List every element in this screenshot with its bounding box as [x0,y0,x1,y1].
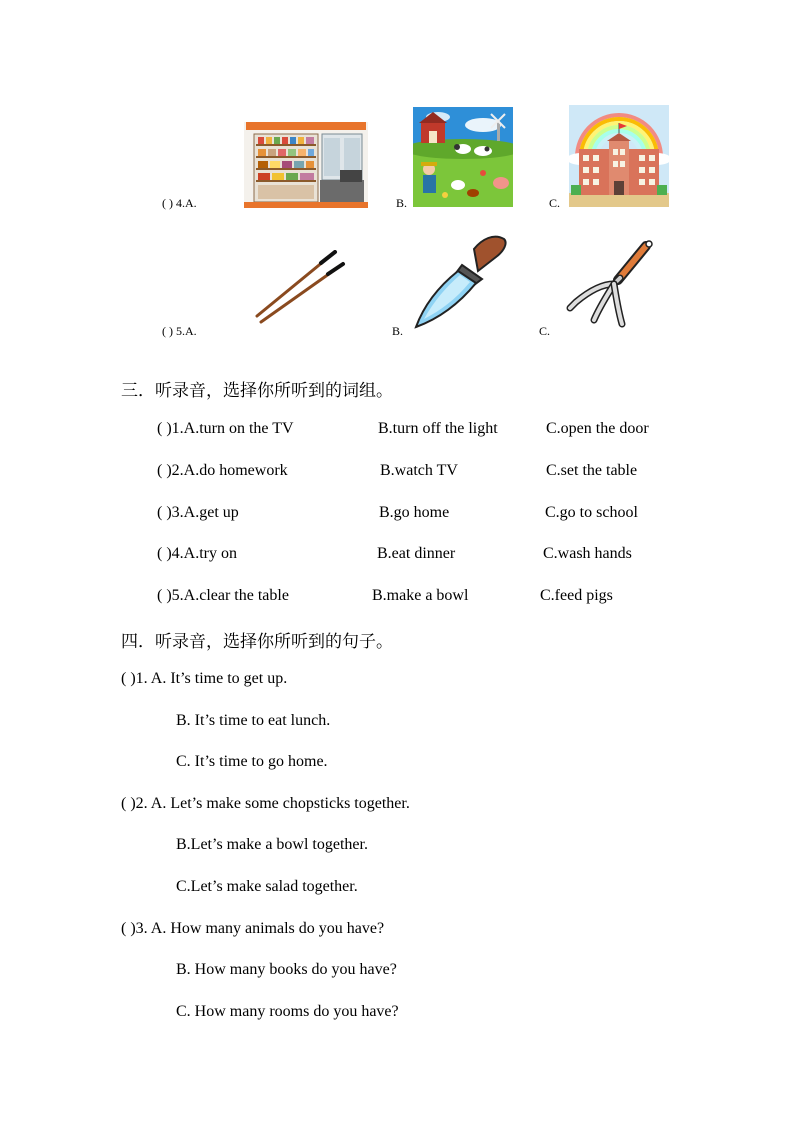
s4-q3-option-b: B. How many books do you have? [176,961,397,978]
garden-fork-picture [566,236,658,330]
section3-heading: 三．听录音，选择你所听到的词组。 [121,381,393,401]
s4-q2-option-c: C.Let’s make salad together. [176,878,358,895]
s4-q3-option-c: C. How many rooms do you have? [176,1003,399,1020]
q5-option-b: B. [392,324,404,338]
s4-q2-option-b: B.Let’s make a bowl together. [176,836,368,853]
s3-q4-option-b: B.eat dinner [377,545,456,562]
farm-picture [413,107,513,207]
q5-option-c: C. [539,324,551,338]
s3-q5-option-b: B.make a bowl [372,587,469,604]
q4-option-c: C. [549,196,561,210]
s3-q5-option-a: ( )5.A.clear the table [157,587,289,604]
s4-q1-option-b: B. It’s time to eat lunch. [176,712,331,729]
s3-q4-option-c: C.wash hands [543,545,632,562]
s4-q3-option-a: ( )3. A. How many animals do you have? [121,920,385,937]
q5-label: ( ) 5.A. [162,324,197,338]
q4-label: ( ) 4.A. [162,196,197,210]
knife-picture [412,235,510,331]
s3-q3-option-b: B.go home [379,504,450,521]
s3-q1-option-b: B.turn off the light [378,420,498,437]
supermarket-shelves-picture [244,122,368,208]
s3-q4-option-a: ( )4.A.try on [157,545,237,562]
section4-heading: 四．听录音，选择你所听到的句子。 [121,632,393,652]
s3-q1-option-c: C.open the door [546,420,649,437]
s4-q2-option-a: ( )2. A. Let’s make some chopsticks together. [121,795,410,812]
s3-q2-option-a: ( )2.A.do homework [157,462,288,479]
s3-q5-option-c: C.feed pigs [540,587,613,604]
s4-q1-option-a: ( )1. A. It’s time to get up. [121,670,288,687]
s3-q1-option-a: ( )1.A.turn on the TV [157,420,294,437]
s3-q2-option-c: C.set the table [546,462,638,479]
chopsticks-picture [255,250,347,324]
s3-q2-option-b: B.watch TV [380,462,458,479]
q4-option-b: B. [396,196,408,210]
s3-q3-option-a: ( )3.A.get up [157,504,239,521]
s4-q1-option-c: C. It’s time to go home. [176,753,328,770]
s3-q3-option-c: C.go to school [545,504,638,521]
school-rainbow-picture [569,105,669,207]
